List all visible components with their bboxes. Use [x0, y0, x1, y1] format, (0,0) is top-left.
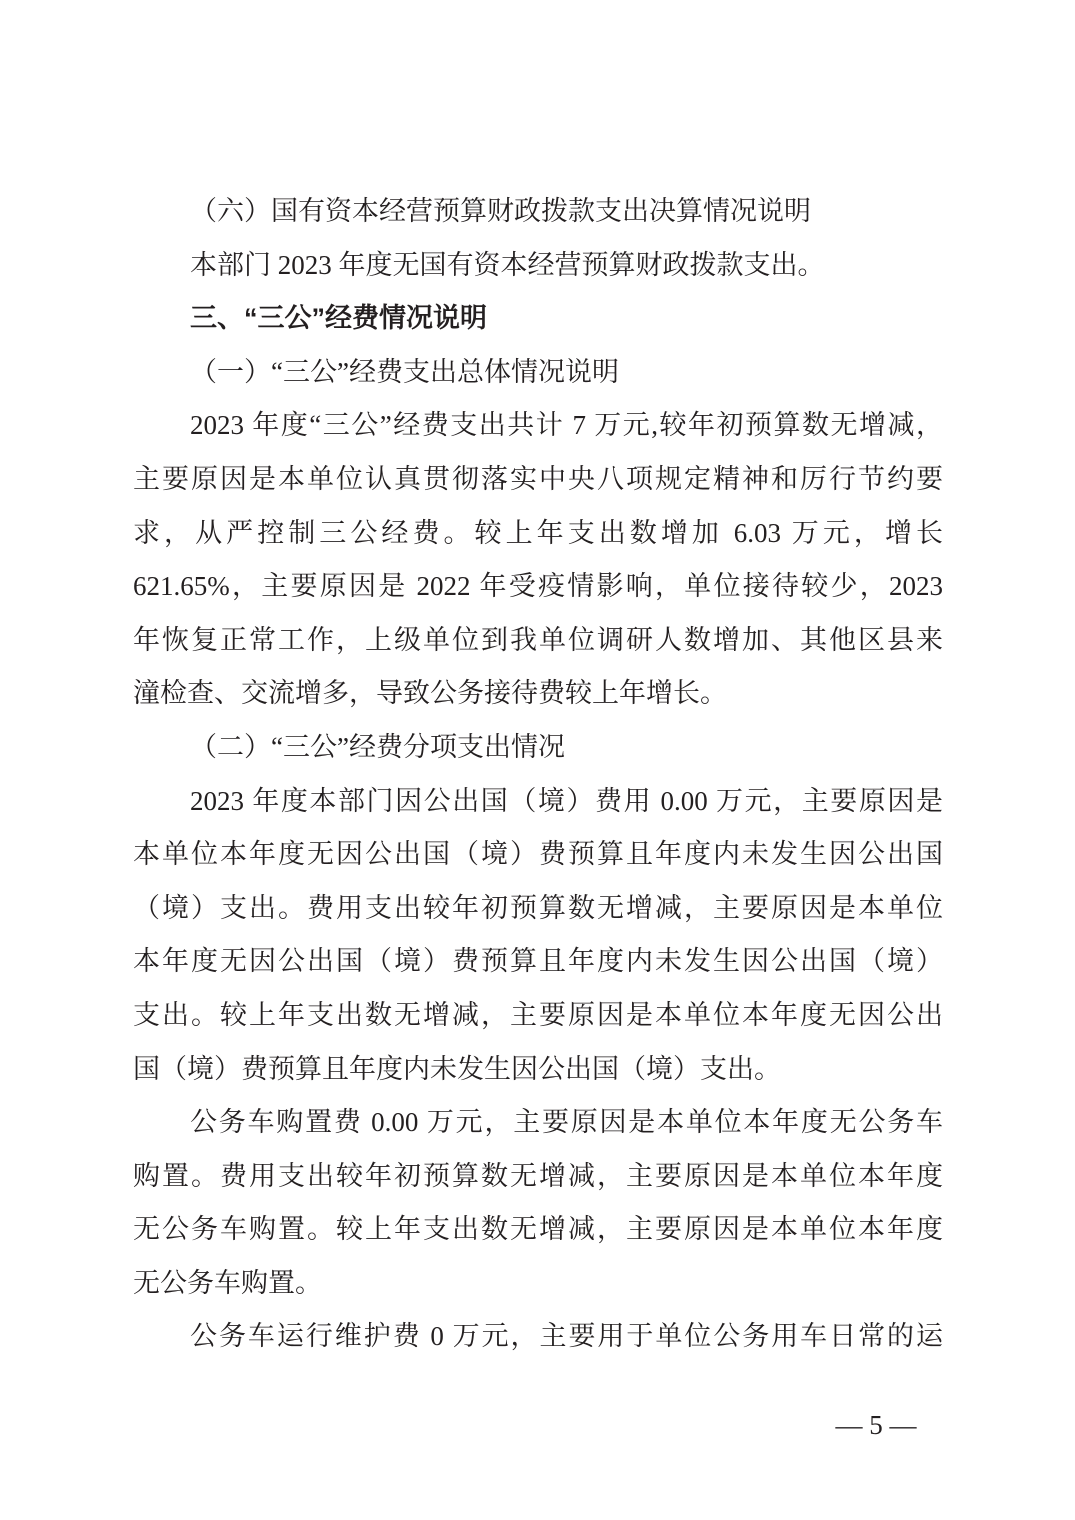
- body-text-line: 无公务车购置。: [133, 1267, 322, 1298]
- document-body: [133, 185, 943, 1364]
- body-text-line: （境）支出。费用支出较年初预算数无增减，主要原因是本单位: [133, 892, 943, 923]
- body-text-line: 支出。较上年支出数无增减，主要原因是本单位本年度无因公出: [133, 999, 943, 1030]
- body-text-line: 2023 年度本部门因公出国（境）费用 0.00 万元，主要原因是: [190, 785, 943, 816]
- subsection-heading-overall: （一）“三公”经费支出总体情况说明: [190, 356, 619, 387]
- body-text-line: 潼检查、交流增多，导致公务接待费较上年增长。: [133, 678, 727, 709]
- body-text-line: 本年度无因公出国（境）费预算且年度内未发生因公出国（境）: [133, 946, 943, 977]
- body-text-line: 本单位本年度无因公出国（境）费预算且年度内未发生因公出国: [133, 839, 943, 870]
- body-text-line: 公务车购置费 0.00 万元，主要原因是本单位本年度无公务车: [190, 1107, 943, 1138]
- body-text-line: 无公务车购置。较上年支出数无增减，主要原因是本单位本年度: [133, 1214, 943, 1245]
- section-heading-three-public: 三、“三公”经费情况说明: [190, 303, 487, 334]
- body-text-line: 年恢复正常工作，上级单位到我单位调研人数增加、其他区县来: [133, 624, 943, 655]
- body-text-line: 国（境）费预算且年度内未发生因公出国（境）支出。: [133, 1053, 781, 1084]
- body-text-line: 621.65%，主要原因是 2022 年受疫情影响，单位接待较少，2023: [133, 571, 943, 602]
- body-text-line: 求，从严控制三公经费。较上年支出数增加 6.03 万元，增长: [133, 517, 943, 548]
- subsection-heading-itemized: （二）“三公”经费分项支出情况: [190, 731, 565, 762]
- body-text-line: 购置。费用支出较年初预算数无增减，主要原因是本单位本年度: [133, 1160, 943, 1191]
- body-text-line: 本部门 2023 年度无国有资本经营预算财政拨款支出。: [190, 249, 825, 280]
- body-text-line: 公务车运行维护费 0 万元，主要用于单位公务用车日常的运: [190, 1321, 943, 1352]
- page-number: — 5 —: [835, 1410, 917, 1440]
- body-text-line: 2023 年度“三公”经费支出共计 7 万元,较年初预算数无增减，: [190, 410, 943, 441]
- subsection-heading-state-capital: （六）国有资本经营预算财政拨款支出决算情况说明: [190, 196, 811, 226]
- body-text-line: 主要原因是本单位认真贯彻落实中央八项规定精神和厉行节约要: [133, 463, 943, 494]
